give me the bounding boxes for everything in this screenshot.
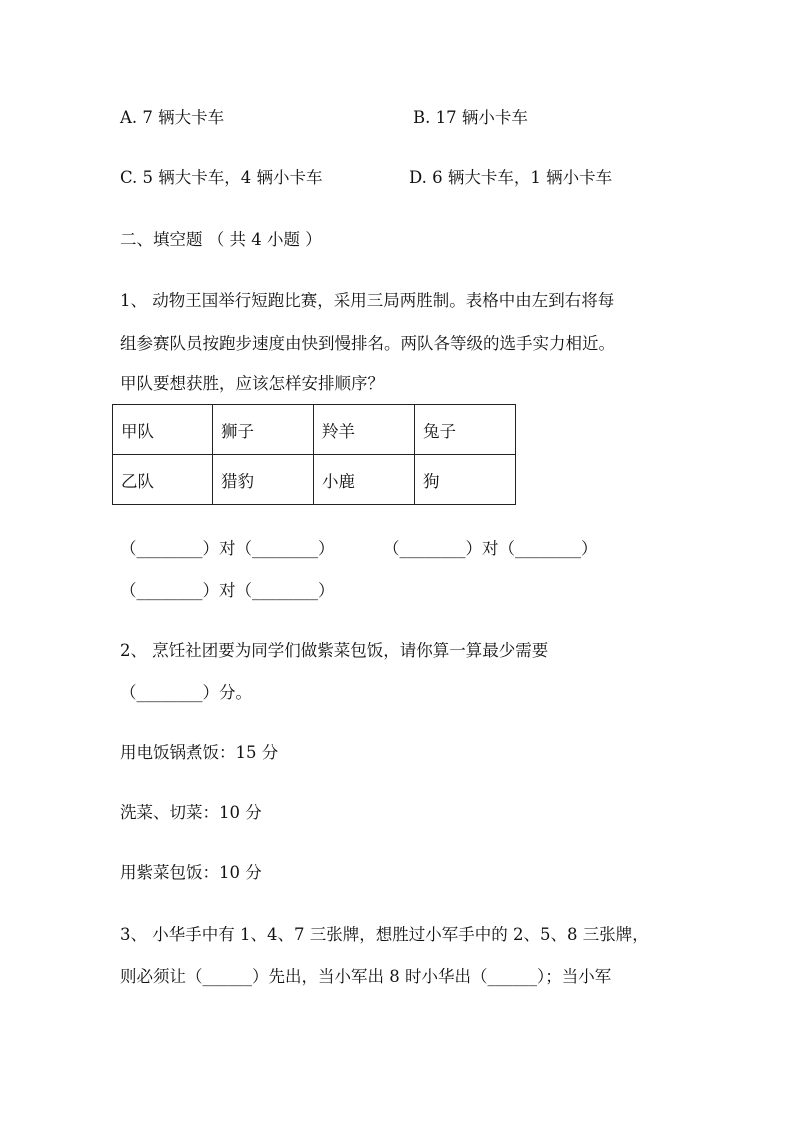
q1-text-line-3: 甲队要想获胜，应该怎样安排顺序？: [120, 374, 384, 393]
q2-text-line-2: （________）分。: [120, 683, 252, 702]
table-cell: 甲队: [113, 405, 213, 455]
q2-step-3: 用紫菜包饭：10 分: [120, 863, 262, 882]
table-row: [113, 455, 516, 505]
option-a: A. 7 辆大卡车: [120, 108, 225, 127]
q3-text-line-1: 3、 小华手中有 1、4、7 三张牌，想胜过小军手中的 2、5、8 三张牌，: [120, 925, 649, 944]
q1-text-line-1: 1、 动物王国举行短跑比赛，采用三局两胜制。表格中由左到右将每: [120, 291, 615, 310]
q1-answer-blank-1: （________）对（________）: [120, 539, 335, 558]
q3-text-line-2: 则必须让（______）先出，当小军出 8 时小华出（______）；当小军: [120, 967, 612, 986]
q2-step-2: 洗菜、切菜：10 分: [120, 803, 262, 822]
section-heading: 二、填空题 （ 共 4 小题 ）: [120, 230, 322, 249]
table-cell: 羚羊: [314, 405, 415, 455]
q1-answer-blank-2: （________）对（________）: [383, 539, 598, 558]
table-cell: 乙队: [113, 455, 213, 505]
table-cell: 小鹿: [314, 455, 415, 505]
option-c: C. 5 辆大卡车，4 辆小卡车: [120, 168, 323, 187]
table-cell: 兔子: [415, 405, 516, 455]
q1-answer-blank-3: （________）对（________）: [120, 581, 335, 600]
q2-step-1: 用电饭锅煮饭：15 分: [120, 743, 279, 762]
q2-text-line-1: 2、 烹饪社团要为同学们做紫菜包饭，请你算一算最少需要: [120, 641, 549, 660]
option-d: D. 6 辆大卡车，1 辆小卡车: [409, 168, 613, 187]
table-cell: 狗: [415, 455, 516, 505]
q1-text-line-2: 组参赛队员按跑步速度由快到慢排名。两队各等级的选手实力相近。: [120, 334, 615, 353]
ranking-table: [112, 404, 516, 505]
table-cell: 狮子: [213, 405, 314, 455]
table-cell: 猎豹: [213, 455, 314, 505]
option-b: B. 17 辆小卡车: [413, 108, 528, 127]
table-row: [113, 405, 516, 455]
